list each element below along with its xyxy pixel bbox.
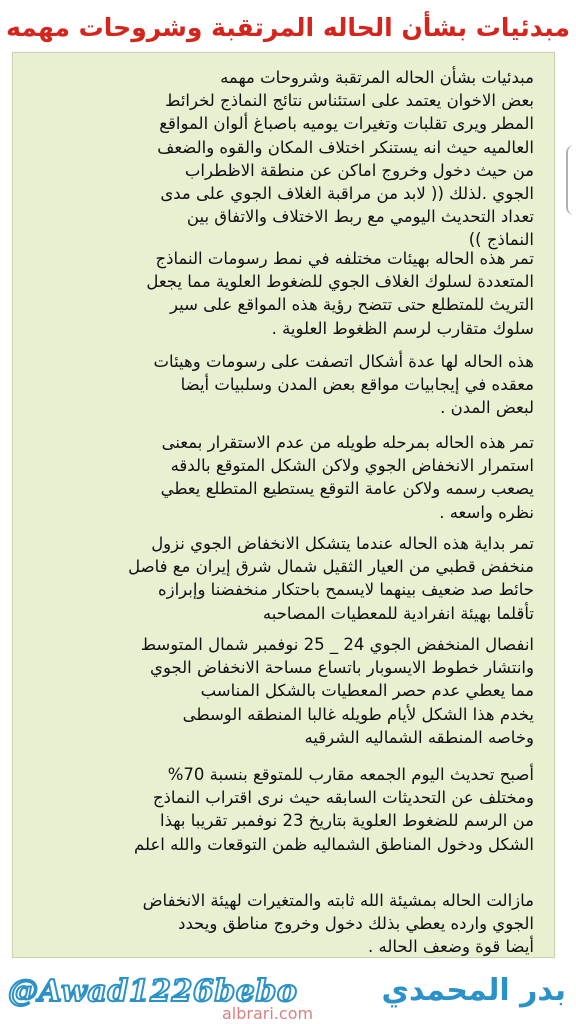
author-name: بدر المحمدي <box>381 973 566 1008</box>
paragraph-conclusion: مازالت الحاله بمشيئة الله ثابته والمتغيرات لهيئة الانخفاض الجوي وارده يعطي بذلك دخول وخروج مناطق ويحدد أيضا قوة وضعف الحاله . <box>142 891 534 957</box>
social-handle: @Awad1226bebo <box>8 974 298 1009</box>
website-watermark: albrari.com <box>222 1004 314 1023</box>
paragraph-low-separation: انفصال المنخفض الجوي 24 _ 25 نوفمبر شمال المتوسط وانتشار خطوط الايسوبار باتساع مساحة الانخفاض الجوي مما يعطي عدم حصر المعطيات بالشكل المناسب يخدم هذا الشكل لأيام طويله غالبا المنطقه الوسطى وخاصه المنطقه الشماليه الشرقيه <box>140 635 534 747</box>
paragraph-model-patterns: تمر هذه الحاله بهيئات مختلفه في نمط رسومات النماذج المتعددة لسلوك الغلاف الجوي للضغوط العلوية مما يجعل التريث للمتطلع حتى تتضح رؤية هذه المواقع على سير سلوك متقارب لرسم الظغوط العلوية . <box>146 249 534 338</box>
footer <box>0 968 576 1024</box>
paragraph-onset: تمر بداية هذه الحاله عندما يتشكل الانخفاض الجوي نزول منخفض قطبي من العيار الثقيل شمال شرق إيران مع فاصل حائط صد ضعيف بينهما لايسمح باحتكار منخفضنا وإبرازه تأقلما بهيئة انفرادية للمعطيات المصاحبه <box>128 534 534 623</box>
paragraph-update: أصبح تحديث اليوم الجمعه مقارب للمتوقع بنسبة 70% ومختلف عن التحديثات السابقه حيث نرى اقتراب النماذج من الرسم للضغوط العلوية بتاريخ 23 نوفمبر تقريبا بهذا الشكل ودخول المناطق الشماليه ظمن التوقعات والله اعلم <box>134 765 534 854</box>
scroll-edge-indicator <box>566 145 574 215</box>
page-title: مبدئيات بشأن الحاله المرتقبة وشروحات مهمه <box>6 13 570 42</box>
paragraph-shapes: هذه الحاله لها عدة أشكال اتصفت على رسومات وهيئات معقده في إيجابيات مواقع بعض المدن وسلبيات أيضا لبعض المدن . <box>153 352 534 418</box>
paragraph-instability: تمر هذه الحاله بمرحله طويله من عدم الاستقرار بمعنى استمرار الانخفاض الجوي ولاكن الشكل المتوقع بالدقه يصعب رسمه ولاكن عامة التوقع يستطيع المتطلع يعطي نظره واسعه . <box>160 433 534 522</box>
paragraph-intro: مبدئيات بشأن الحاله المرتقبة وشروحات مهمه بعض الاخوان يعتمد على استئناس نتائج النماذج لخرائط المطر ويرى تقلبات وتغيرات يوميه باصباغ ألوان المواقع العالميه حيث انه يستنكر اختلاف المكان والقوه والضعف من حيث دخول وخروج اماكن عن منطقة الاظطراب الجوي .لذلك (( لابد من مراقبة الغلاف الجوي على مدى تعداد التحديث اليومي مع ربط الاختلاف والاتفاق بين النماذج )) <box>157 68 534 250</box>
